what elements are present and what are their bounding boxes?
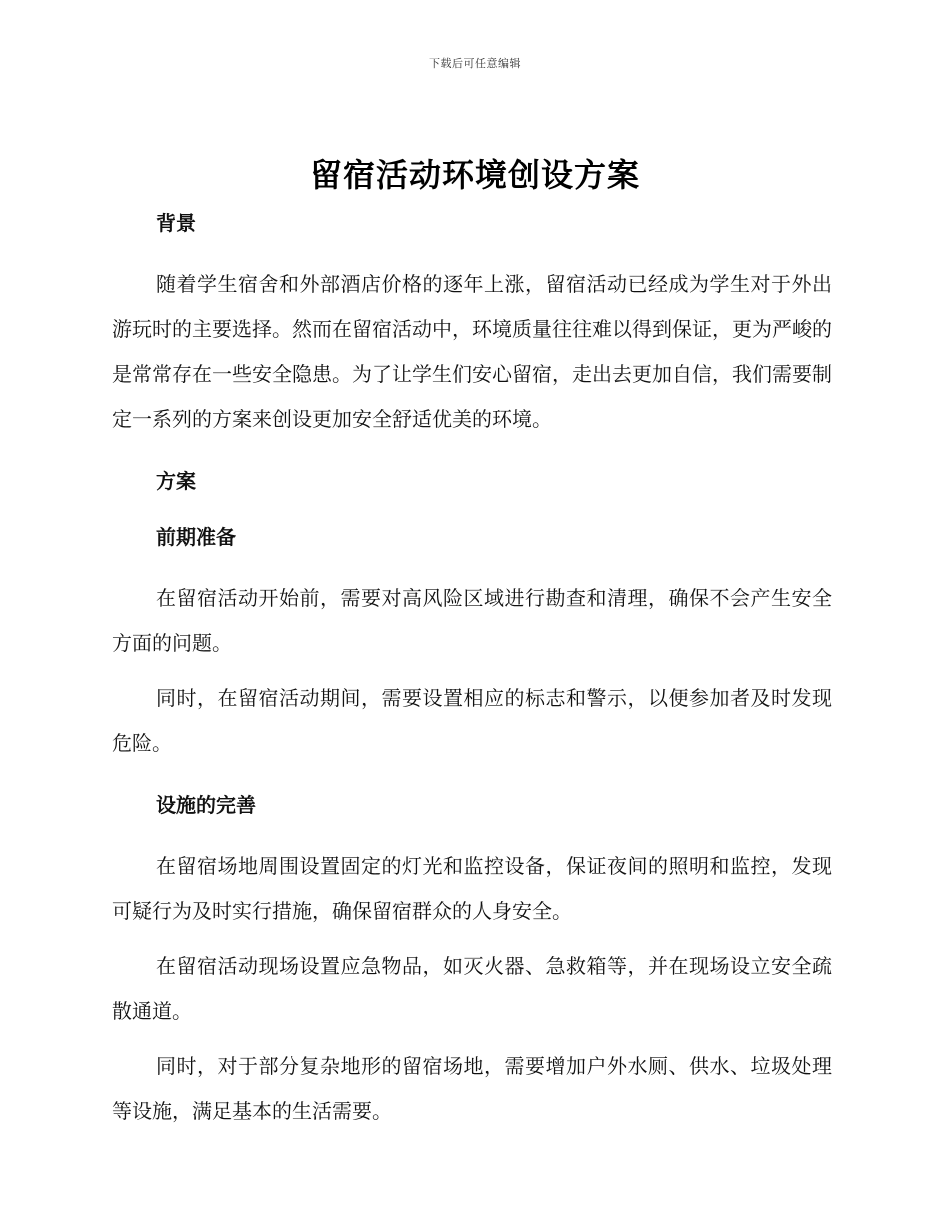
paragraph-facilities-3: 同时，对于部分复杂地形的留宿场地，需要增加户外水厕、供水、垃圾处理等设施，满足基本的生活需要。	[112, 1054, 832, 1123]
paragraph-facilities-1: 在留宿场地周围设置固定的灯光和监控设备，保证夜间的照明和监控，发现可疑行为及时实行措施，确保留宿群众的人身安全。	[112, 854, 832, 923]
heading-plan: 方案	[156, 469, 196, 493]
heading-facilities: 设施的完善	[156, 793, 256, 817]
paragraph-preparation-1: 在留宿活动开始前，需要对高风险区域进行勘查和清理，确保不会产生安全方面的问题。	[112, 586, 832, 655]
heading-preparation: 前期准备	[156, 525, 236, 549]
paragraph-preparation-2: 同时，在留宿活动期间，需要设置相应的标志和警示，以便参加者及时发现危险。	[112, 686, 832, 755]
document-title: 留宿活动环境创设方案	[309, 156, 640, 194]
document-body	[112, 206, 832, 1134]
header-note: 下载后可任意编辑	[429, 57, 521, 70]
paragraph-background: 随着学生宿舍和外部酒店价格的逐年上涨，留宿活动已经成为学生对于外出游玩时的主要选择。然而在留宿活动中，环境质量往往难以得到保证，更为严峻的是常常存在一些安全隐患。为了让学生们安心留宿，走出去更加自信，我们需要制定一系列的方案来创设更加安全舒适优美的环境。	[112, 272, 832, 431]
paragraph-facilities-2: 在留宿活动现场设置应急物品，如灭火器、急救箱等，并在现场设立安全疏散通道。	[112, 954, 832, 1023]
heading-background: 背景	[156, 211, 196, 235]
